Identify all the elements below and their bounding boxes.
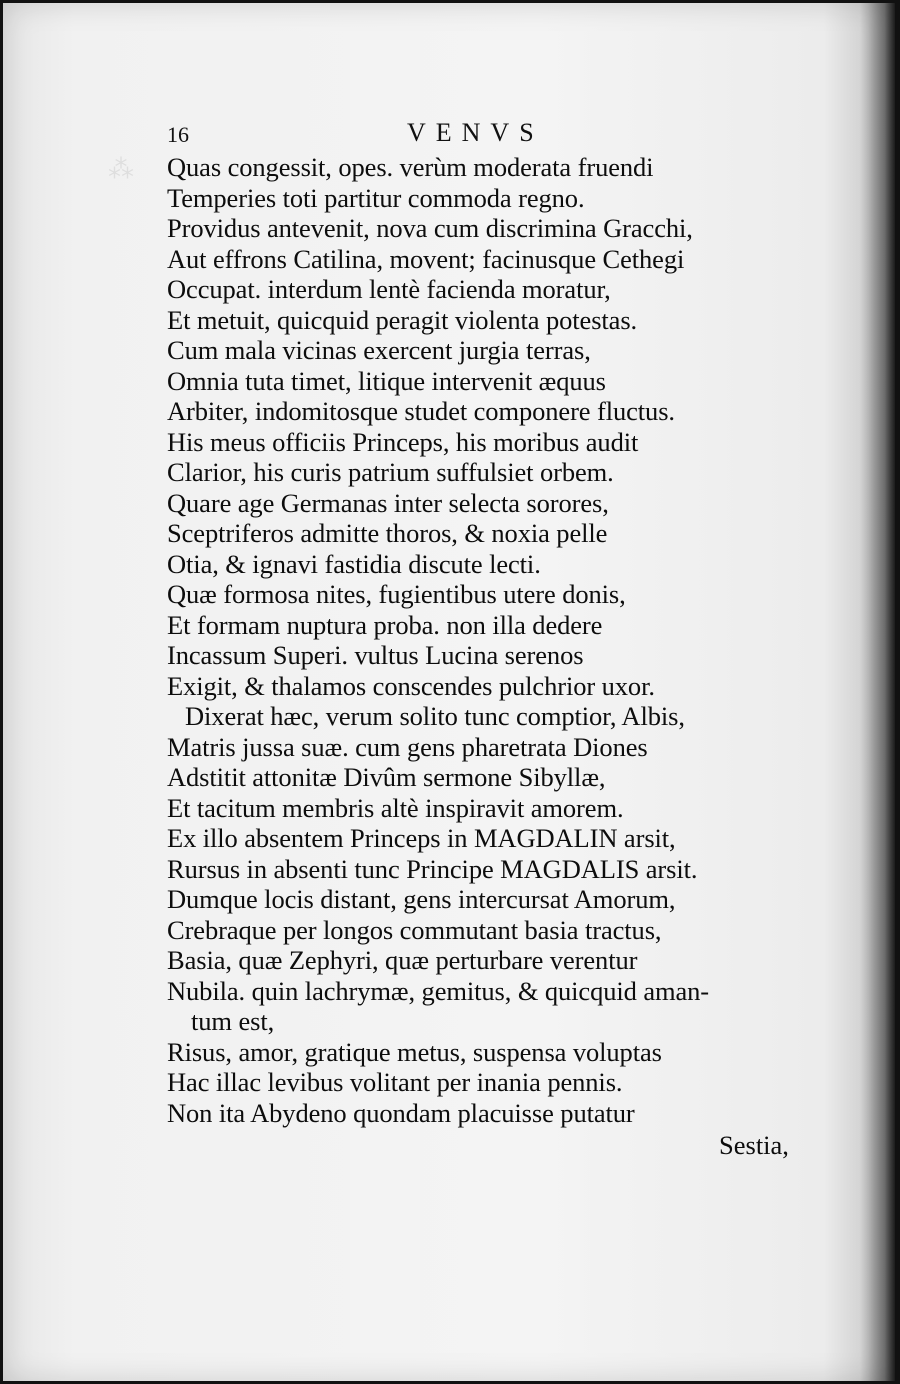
verse-line: Quæ formosa nites, fugientibus utere donis, — [167, 579, 626, 609]
verse-line: Quare age Germanas inter selecta sorores, — [167, 487, 609, 518]
catchword: Sestia, — [719, 1130, 789, 1160]
verse-line: Dumque locis distant, gens intercursat Amorum, — [167, 884, 676, 914]
verse-line: His meus officiis Princeps, his moribus audit — [167, 426, 639, 457]
verse-line: Quas congessit, opes. verùm moderata fruendi — [167, 152, 654, 182]
verse-line: Temperies toti partitur commoda regno. — [167, 182, 585, 213]
verse-line: Otia, & ignavi fastidia discute lecti. — [167, 548, 541, 579]
verse-line: Basia, quæ Zephyri, quæ perturbare verentur — [167, 945, 638, 975]
verse-line: Risus, amor, gratique metus, suspensa voluptas — [167, 1036, 662, 1067]
poem-text — [167, 152, 807, 1128]
verse-line-continuation: tum est, — [191, 1006, 275, 1036]
verse-line-indented: Dixerat hæc, verum solito tunc comptior, Albis, — [185, 701, 685, 731]
verse-line: Aut effrons Catilina, movent; facinusque Cethegi — [167, 243, 685, 274]
page-number: 16 — [167, 122, 189, 147]
verse-line: Nubila. quin lachrymæ, gemitus, & quicquid aman- — [167, 975, 710, 1006]
page-header — [167, 118, 787, 152]
verse-line: Clarior, his curis patrium suffulsiet orbem. — [167, 457, 614, 487]
verse-line: Et formam nuptura proba. non illa dedere — [167, 609, 603, 640]
verse-line: Adstitit attonitæ Divûm sermone Sibyllæ, — [167, 762, 606, 792]
verse-line: Omnia tuta timet, litique intervenit æquus — [167, 365, 606, 396]
verse-line: Providus antevenit, nova cum discrimina Gracchi, — [167, 213, 693, 243]
verse-line: Hac illac levibus volitant per inania pennis. — [167, 1067, 623, 1097]
spine-shadow — [860, 3, 895, 1381]
verse-line: Incassum Superi. vultus Lucina serenos — [167, 640, 584, 670]
verse-line: Cum mala vicinas exercent jurgia terras, — [167, 335, 591, 365]
verse-line: Ex illo absentem Princeps in MAGDALIN arsit, — [167, 823, 676, 853]
verse-line: Crebraque per longos commutant basia tractus, — [167, 914, 662, 945]
verse-line: Et tacitum membris altè inspiravit amorem. — [167, 792, 624, 823]
verse-line: Exigit, & thalamos conscendes pulchrior uxor. — [167, 670, 655, 701]
verse-line: Sceptriferos admitte thoros, & noxia pelle — [167, 518, 608, 548]
verse-line: Rursus in absenti tunc Principe MAGDALIS arsit. — [167, 853, 698, 884]
verse-line: Arbiter, indomitosque studet componere fluctus. — [167, 396, 675, 426]
verse-line: Matris jussa suæ. cum gens pharetrata Diones — [167, 731, 648, 762]
verse-line: Non ita Abydeno quondam placuisse putatur — [167, 1097, 635, 1128]
show-through: ⁂ — [108, 155, 135, 184]
running-title: VENVS — [407, 118, 544, 147]
verse-line: Et metuit, quicquid peragit violenta potestas. — [167, 304, 638, 335]
verse-line: Occupat. interdum lentè facienda moratur, — [167, 274, 611, 304]
